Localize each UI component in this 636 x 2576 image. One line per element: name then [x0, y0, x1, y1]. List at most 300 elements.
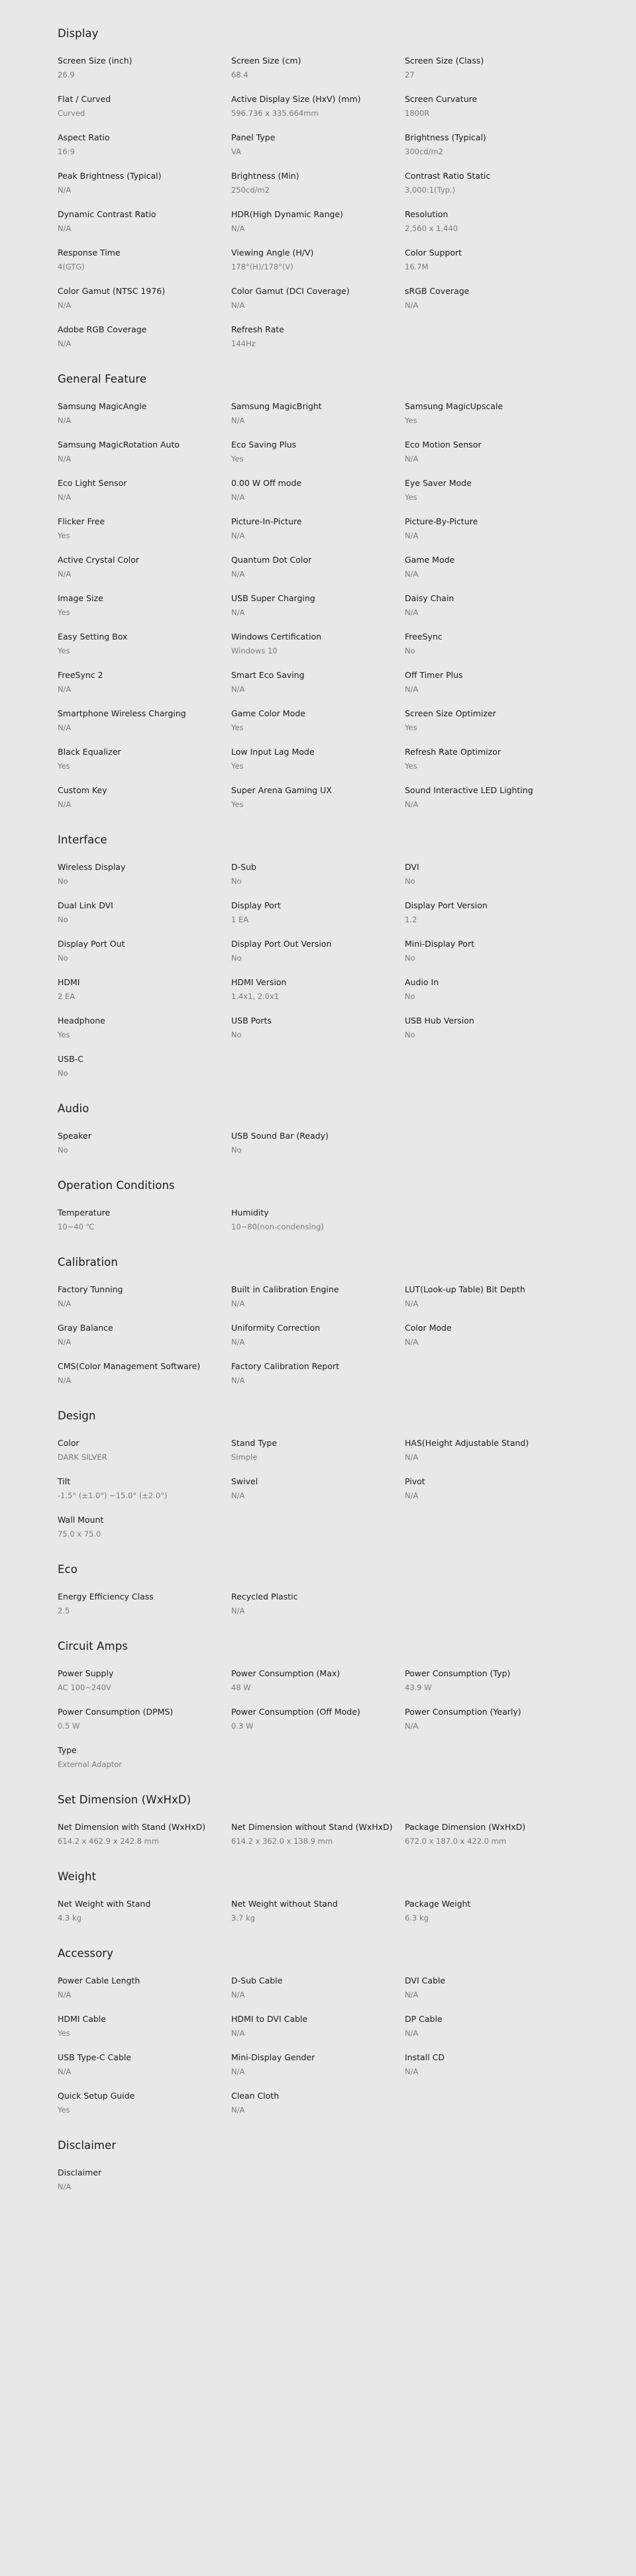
spec-item-black-equalizer [58, 745, 231, 772]
spec-value: N/A [405, 531, 419, 540]
spec-label: Wall Mount [58, 1515, 104, 1525]
spec-label: Sound Interactive LED Lighting [405, 785, 533, 795]
spec-value: Yes [58, 1030, 70, 1039]
spec-label: Smart Eco Saving [231, 670, 305, 680]
spec-item-recycled-plastic [231, 1590, 405, 1617]
spec-value: No [231, 953, 242, 963]
spec-label: Aspect Ratio [58, 132, 110, 142]
spec-label: Dynamic Contrast Ratio [58, 209, 156, 219]
section-title: Accessory [58, 1947, 114, 1960]
spec-label: Display Port Out [58, 939, 125, 949]
spec-section-accessory [58, 1946, 578, 2116]
spec-label: USB Type-C Cable [58, 2052, 132, 2062]
spec-item-contrast-ratio-static [405, 169, 578, 196]
spec-value: N/A [58, 493, 72, 502]
spec-label: Net Dimension without Stand (WxHxD) [231, 1822, 393, 1832]
spec-value: N/A [231, 2105, 245, 2115]
spec-label: Off Timer Plus [405, 670, 463, 680]
spec-grid [58, 1129, 578, 1156]
spec-grid [58, 1667, 578, 1770]
spec-label: Brightness (Typical) [405, 132, 486, 142]
spec-label: Refresh Rate Optimizor [405, 747, 501, 757]
spec-item-refresh-rate-optimizor [405, 745, 578, 772]
spec-value: N/A [231, 1299, 245, 1308]
spec-item-power-consumption-typ [405, 1667, 578, 1693]
spec-label: Samsung MagicRotation Auto [58, 440, 180, 450]
spec-value: N/A [58, 1299, 72, 1308]
spec-label: USB Super Charging [231, 593, 315, 603]
spec-item-game-color-mode [231, 707, 405, 734]
spec-label: USB-C [58, 1054, 83, 1064]
spec-value: 250cd/m2 [231, 185, 270, 195]
spec-label: Type [58, 1745, 77, 1755]
spec-value: 0.3 W [231, 1721, 254, 1731]
spec-value: N/A [58, 339, 72, 348]
spec-item-response-time [58, 246, 231, 273]
spec-grid [58, 1283, 578, 1386]
spec-item-usb-super-charging [231, 592, 405, 618]
spec-label: Game Mode [405, 555, 455, 565]
spec-grid [58, 1437, 578, 1540]
spec-item-display-port-out [58, 937, 231, 964]
spec-item-has-height-adjustable-stand [405, 1437, 578, 1463]
spec-label: Swivel [231, 1476, 258, 1486]
spec-section-audio [58, 1102, 578, 1156]
spec-item-aspect-ratio [58, 131, 231, 158]
spec-value: N/A [58, 1376, 72, 1385]
spec-item-color-gamut-dci-coverage [231, 285, 405, 311]
spec-label: Picture-In-Picture [231, 516, 302, 526]
spec-label: Resolution [405, 209, 449, 219]
spec-item-quick-setup-guide [58, 2089, 231, 2116]
section-title: Interface [58, 834, 107, 846]
spec-item-resolution [405, 208, 578, 234]
spec-value: 43.9 W [405, 1683, 432, 1692]
spec-item-picture-by-picture [405, 515, 578, 542]
spec-item-audio-in [405, 976, 578, 1002]
spec-label: CMS(Color Management Software) [58, 1361, 201, 1371]
spec-value: N/A [405, 454, 419, 463]
spec-item-built-in-calibration-engine [231, 1283, 405, 1310]
spec-item-display-port-out-version [231, 937, 405, 964]
spec-value: N/A [405, 1721, 419, 1731]
spec-value: 614.2 x 362.0 x 138.9 mm [231, 1837, 333, 1846]
spec-value: Yes [58, 2105, 70, 2115]
spec-label: FreeSync [405, 632, 443, 642]
spec-value: Yes [231, 454, 244, 463]
spec-label: Power Consumption (Off Mode) [231, 1707, 360, 1717]
spec-label: Color Gamut (NTSC 1976) [58, 286, 166, 296]
spec-item-low-input-lag-mode [231, 745, 405, 772]
spec-label: Screen Size (inch) [58, 56, 132, 66]
spec-label: Screen Size (Class) [405, 56, 484, 66]
spec-label: FreeSync 2 [58, 670, 103, 680]
spec-label: Temperature [58, 1208, 111, 1217]
spec-value: 614.2 x 462.9 x 242.8 mm [58, 1837, 160, 1846]
section-title: Audio [58, 1102, 89, 1115]
spec-label: Recycled Plastic [231, 1592, 298, 1601]
spec-label: Built in Calibration Engine [231, 1284, 339, 1294]
spec-item-brightness-typical [405, 131, 578, 158]
spec-value: 178°(H)/178°(V) [231, 262, 293, 271]
spec-section-weight [58, 1870, 578, 1924]
spec-label: Custom Key [58, 785, 107, 795]
section-title: Display [58, 27, 99, 40]
spec-value: 16:9 [58, 147, 75, 156]
section-title: Design [58, 1409, 96, 1422]
spec-item-power-consumption-off-mode [231, 1705, 405, 1732]
spec-label: Install CD [405, 2052, 445, 2062]
spec-item-dp-cable [405, 2013, 578, 2039]
spec-label: Flicker Free [58, 516, 105, 526]
spec-value: 48 W [231, 1683, 251, 1692]
spec-value: N/A [231, 224, 245, 233]
spec-item-net-weight-without-stand [231, 1897, 405, 1924]
spec-section-disclaimer [58, 2138, 578, 2193]
spec-grid [58, 1590, 578, 1617]
spec-value: -1.5° (±1.0°) ~15.0° (±2.0°) [58, 1491, 168, 1500]
spec-label: Package Weight [405, 1899, 471, 1909]
spec-value: N/A [58, 301, 72, 310]
spec-item-d-sub [231, 861, 405, 887]
spec-value: N/A [58, 2067, 72, 2076]
spec-item-hdmi-version [231, 976, 405, 1002]
spec-value: 144Hz [231, 339, 256, 348]
spec-value: N/A [231, 2067, 245, 2076]
spec-label: Power Supply [58, 1668, 114, 1678]
spec-item-color-support [405, 246, 578, 273]
spec-grid [58, 1974, 578, 2116]
spec-label: Uniformity Correction [231, 1323, 321, 1333]
spec-item-samsung-magicangle [58, 400, 231, 426]
spec-value: N/A [231, 531, 245, 540]
spec-item-screen-size-inch [58, 54, 231, 81]
spec-label: HDMI to DVI Cable [231, 2014, 308, 2024]
spec-item-screen-size-cm [231, 54, 405, 81]
spec-value: N/A [58, 416, 72, 425]
spec-label: Power Consumption (DPMS) [58, 1707, 174, 1717]
spec-item-power-supply [58, 1667, 231, 1693]
spec-item-active-display-size-hxv-mm [231, 93, 405, 119]
spec-value: 0.5 W [58, 1721, 80, 1731]
spec-label: Factory Tunning [58, 1284, 123, 1294]
spec-label: Samsung MagicBright [231, 401, 322, 411]
spec-label: Display Port [231, 900, 281, 910]
spec-value: No [58, 953, 68, 963]
spec-value: Yes [231, 800, 244, 809]
section-title: General Feature [58, 373, 147, 385]
spec-grid [58, 861, 578, 1079]
spec-item-adobe-rgb-coverage [58, 323, 231, 350]
spec-label: Stand Type [231, 1438, 278, 1448]
spec-item-easy-setting-box [58, 630, 231, 657]
spec-label: sRGB Coverage [405, 286, 470, 296]
spec-label: D-Sub [231, 862, 256, 872]
spec-value: No [58, 915, 68, 924]
spec-label: D-Sub Cable [231, 1976, 283, 1985]
spec-label: Daisy Chain [405, 593, 454, 603]
spec-item-stand-type [231, 1437, 405, 1463]
spec-value: N/A [58, 1337, 72, 1347]
spec-item-mini-display-gender [231, 2051, 405, 2077]
spec-value: 300cd/m2 [405, 147, 443, 156]
spec-item-display-port-version [405, 899, 578, 926]
spec-value: N/A [58, 185, 72, 195]
spec-item-factory-calibration-report [231, 1360, 405, 1386]
spec-label: Disclaimer [58, 2168, 102, 2177]
spec-item-hdmi-cable [58, 2013, 231, 2039]
spec-label: Active Display Size (HxV) (mm) [231, 94, 361, 104]
spec-label: Headphone [58, 1016, 105, 1026]
spec-value: N/A [58, 569, 72, 579]
spec-item-active-crystal-color [58, 553, 231, 580]
spec-label: Speaker [58, 1131, 91, 1141]
spec-item-power-consumption-yearly [405, 1705, 578, 1732]
spec-value: Curved [58, 109, 85, 118]
section-title: Calibration [58, 1256, 118, 1268]
spec-value: 75.0 x 75.0 [58, 1529, 101, 1539]
spec-label: Adobe RGB Coverage [58, 324, 147, 334]
spec-item-dvi [405, 861, 578, 887]
spec-value: Yes [58, 608, 70, 617]
spec-value: N/A [405, 1990, 419, 1999]
spec-value: N/A [405, 608, 419, 617]
spec-label: Refresh Rate [231, 324, 284, 334]
spec-value: Yes [58, 646, 70, 655]
spec-section-calibration [58, 1255, 578, 1386]
spec-label: Black Equalizer [58, 747, 121, 757]
spec-item-brightness-min [231, 169, 405, 196]
spec-section-eco [58, 1562, 578, 1617]
spec-value: No [58, 1145, 68, 1155]
spec-item-usb-type-c-cable [58, 2051, 231, 2077]
spec-item-energy-efficiency-class [58, 1590, 231, 1617]
spec-label: Eco Saving Plus [231, 440, 297, 450]
spec-section-operation-conditions [58, 1178, 578, 1233]
spec-item-tilt [58, 1475, 231, 1502]
spec-value: N/A [231, 685, 245, 694]
spec-value: No [405, 953, 415, 963]
spec-item-game-mode [405, 553, 578, 580]
spec-label: HDR(High Dynamic Range) [231, 209, 343, 219]
spec-item-image-size [58, 592, 231, 618]
spec-label: Package Dimension (WxHxD) [405, 1822, 526, 1832]
spec-label: Net Weight without Stand [231, 1899, 338, 1909]
spec-value: N/A [231, 301, 245, 310]
section-title: Eco [58, 1563, 78, 1576]
spec-item-eco-saving-plus [231, 438, 405, 465]
spec-label: Game Color Mode [231, 708, 305, 718]
spec-label: Screen Size (cm) [231, 56, 301, 66]
spec-section-set-dimension-wxhxd [58, 1793, 578, 1847]
spec-label: Screen Curvature [405, 94, 478, 104]
spec-item-sound-interactive-led-lighting [405, 784, 578, 810]
spec-label: Energy Efficiency Class [58, 1592, 154, 1601]
spec-label: Mini-Display Gender [231, 2052, 315, 2062]
spec-label: Power Consumption (Max) [231, 1668, 341, 1678]
spec-value: 3.7 kg [231, 1913, 255, 1923]
spec-item-hdmi-to-dvi-cable [231, 2013, 405, 2039]
spec-item-screen-size-class [405, 54, 578, 81]
spec-item-usb-hub-version [405, 1014, 578, 1041]
spec-label: Mini-Display Port [405, 939, 474, 949]
spec-label: Easy Setting Box [58, 632, 128, 642]
spec-grid [58, 400, 578, 810]
spec-label: Clean Cloth [231, 2091, 280, 2101]
spec-item-disclaimer [58, 2166, 231, 2193]
spec-item-freesync-2 [58, 669, 231, 695]
spec-item-screen-size-optimizer [405, 707, 578, 734]
spec-label: Quantum Dot Color [231, 555, 312, 565]
spec-item-gray-balance [58, 1321, 231, 1348]
spec-value: No [405, 877, 415, 886]
spec-value: N/A [231, 608, 245, 617]
spec-item-display-port [231, 899, 405, 926]
spec-label: Samsung MagicAngle [58, 401, 147, 411]
spec-value: N/A [405, 569, 419, 579]
spec-value: N/A [58, 685, 72, 694]
spec-item-swivel [231, 1475, 405, 1502]
spec-label: Image Size [58, 593, 103, 603]
spec-item-power-consumption-dpms [58, 1705, 231, 1732]
spec-label: Color Support [405, 248, 462, 258]
spec-item-net-dimension-without-stand-wxhxd [231, 1821, 405, 1847]
spec-label: LUT(Look-up Table) Bit Depth [405, 1284, 525, 1294]
spec-label: DVI Cable [405, 1976, 446, 1985]
spec-value: 1800R [405, 109, 430, 118]
spec-value: No [231, 877, 242, 886]
spec-item-screen-curvature [405, 93, 578, 119]
spec-item-usb-sound-bar-ready [231, 1129, 405, 1156]
spec-item-usb-ports [231, 1014, 405, 1041]
spec-value: 2.5 [58, 1606, 70, 1615]
spec-value: Yes [405, 723, 417, 732]
spec-value: 672.0 x 187.0 x 422.0 mm [405, 1837, 507, 1846]
spec-value: 1.4x1, 2.0x1 [231, 992, 280, 1001]
spec-label: DP Cable [405, 2014, 443, 2024]
spec-value: Yes [58, 531, 70, 540]
spec-label: Net Weight with Stand [58, 1899, 151, 1909]
spec-label: Screen Size Optimizer [405, 708, 496, 718]
spec-label: Picture-By-Picture [405, 516, 478, 526]
spec-value: Yes [231, 723, 244, 732]
spec-label: Peak Brightness (Typical) [58, 171, 162, 181]
spec-item-samsung-magicupscale [405, 400, 578, 426]
spec-value: N/A [405, 301, 419, 310]
spec-item-hdr-high-dynamic-range [231, 208, 405, 234]
spec-label: Response Time [58, 248, 121, 258]
spec-section-general-feature [58, 372, 578, 810]
spec-value: 1.2 [405, 915, 417, 924]
spec-value: No [231, 1145, 242, 1155]
spec-grid [58, 1897, 578, 1924]
spec-value: 16.7M [405, 262, 429, 271]
spec-section-interface [58, 833, 578, 1079]
spec-label: Color Gamut (DCI Coverage) [231, 286, 350, 296]
spec-item-package-dimension-wxhxd [405, 1821, 578, 1847]
spec-item-net-dimension-with-stand-wxhxd [58, 1821, 231, 1847]
spec-label: Eco Light Sensor [58, 478, 127, 488]
spec-item-custom-key [58, 784, 231, 810]
spec-value: AC 100~240V [58, 1683, 111, 1692]
spec-item-d-sub-cable [231, 1974, 405, 2001]
spec-value: N/A [231, 493, 245, 502]
spec-item-factory-tunning [58, 1283, 231, 1310]
spec-item-samsung-magicrotation-auto [58, 438, 231, 465]
spec-item-color [58, 1437, 231, 1463]
spec-item-dynamic-contrast-ratio [58, 208, 231, 234]
spec-label: Color [58, 1438, 80, 1448]
spec-value: Yes [405, 761, 417, 771]
spec-label: Power Consumption (Typ) [405, 1668, 511, 1678]
spec-item-0-00-w-off-mode [231, 477, 405, 503]
spec-label: Super Arena Gaming UX [231, 785, 332, 795]
spec-item-uniformity-correction [231, 1321, 405, 1348]
spec-value: N/A [58, 1990, 72, 1999]
spec-value: 68.4 [231, 70, 248, 79]
spec-value: N/A [58, 224, 72, 233]
spec-label: Tilt [58, 1476, 71, 1486]
spec-item-samsung-magicbright [231, 400, 405, 426]
spec-item-net-weight-with-stand [58, 1897, 231, 1924]
spec-item-flat-curved [58, 93, 231, 119]
spec-item-headphone [58, 1014, 231, 1041]
spec-item-srgb-coverage [405, 285, 578, 311]
spec-value: N/A [405, 1453, 419, 1462]
spec-value: 2 EA [58, 992, 76, 1001]
spec-label: HDMI Cable [58, 2014, 106, 2024]
spec-item-clean-cloth [231, 2089, 405, 2116]
spec-value: No [58, 1069, 68, 1078]
spec-value: Yes [405, 493, 417, 502]
spec-item-panel-type [231, 131, 405, 158]
spec-value: N/A [58, 723, 72, 732]
spec-item-type [58, 1744, 231, 1770]
spec-item-power-cable-length [58, 1974, 231, 2001]
spec-label: Active Crystal Color [58, 555, 140, 565]
spec-item-hdmi [58, 976, 231, 1002]
spec-value: N/A [231, 1376, 245, 1385]
spec-label: Smartphone Wireless Charging [58, 708, 186, 718]
spec-label: HDMI Version [231, 977, 287, 987]
spec-value: N/A [58, 454, 72, 463]
spec-item-refresh-rate [231, 323, 405, 350]
spec-label: Net Dimension with Stand (WxHxD) [58, 1822, 206, 1832]
spec-value: N/A [405, 800, 419, 809]
spec-item-cms-color-management-software [58, 1360, 231, 1386]
spec-item-off-timer-plus [405, 669, 578, 695]
spec-value: N/A [405, 1491, 419, 1500]
spec-label: Eco Motion Sensor [405, 440, 482, 450]
spec-item-wall-mount [58, 1513, 231, 1540]
spec-item-humidity [231, 1206, 405, 1233]
spec-value: N/A [231, 2028, 245, 2038]
spec-value: N/A [231, 569, 245, 579]
spec-value: N/A [231, 1491, 245, 1500]
spec-item-flicker-free [58, 515, 231, 542]
spec-item-package-weight [405, 1897, 578, 1924]
spec-item-windows-certification [231, 630, 405, 657]
spec-value: 3,000:1(Typ.) [405, 185, 456, 195]
spec-label: Dual Link DVI [58, 900, 113, 910]
spec-value: Simple [231, 1453, 258, 1462]
spec-label: Eye Saver Mode [405, 478, 472, 488]
spec-item-smartphone-wireless-charging [58, 707, 231, 734]
spec-item-usb-c [58, 1053, 231, 1079]
spec-grid [58, 1821, 578, 1847]
spec-label: Pivot [405, 1476, 425, 1486]
spec-value: N/A [405, 685, 419, 694]
